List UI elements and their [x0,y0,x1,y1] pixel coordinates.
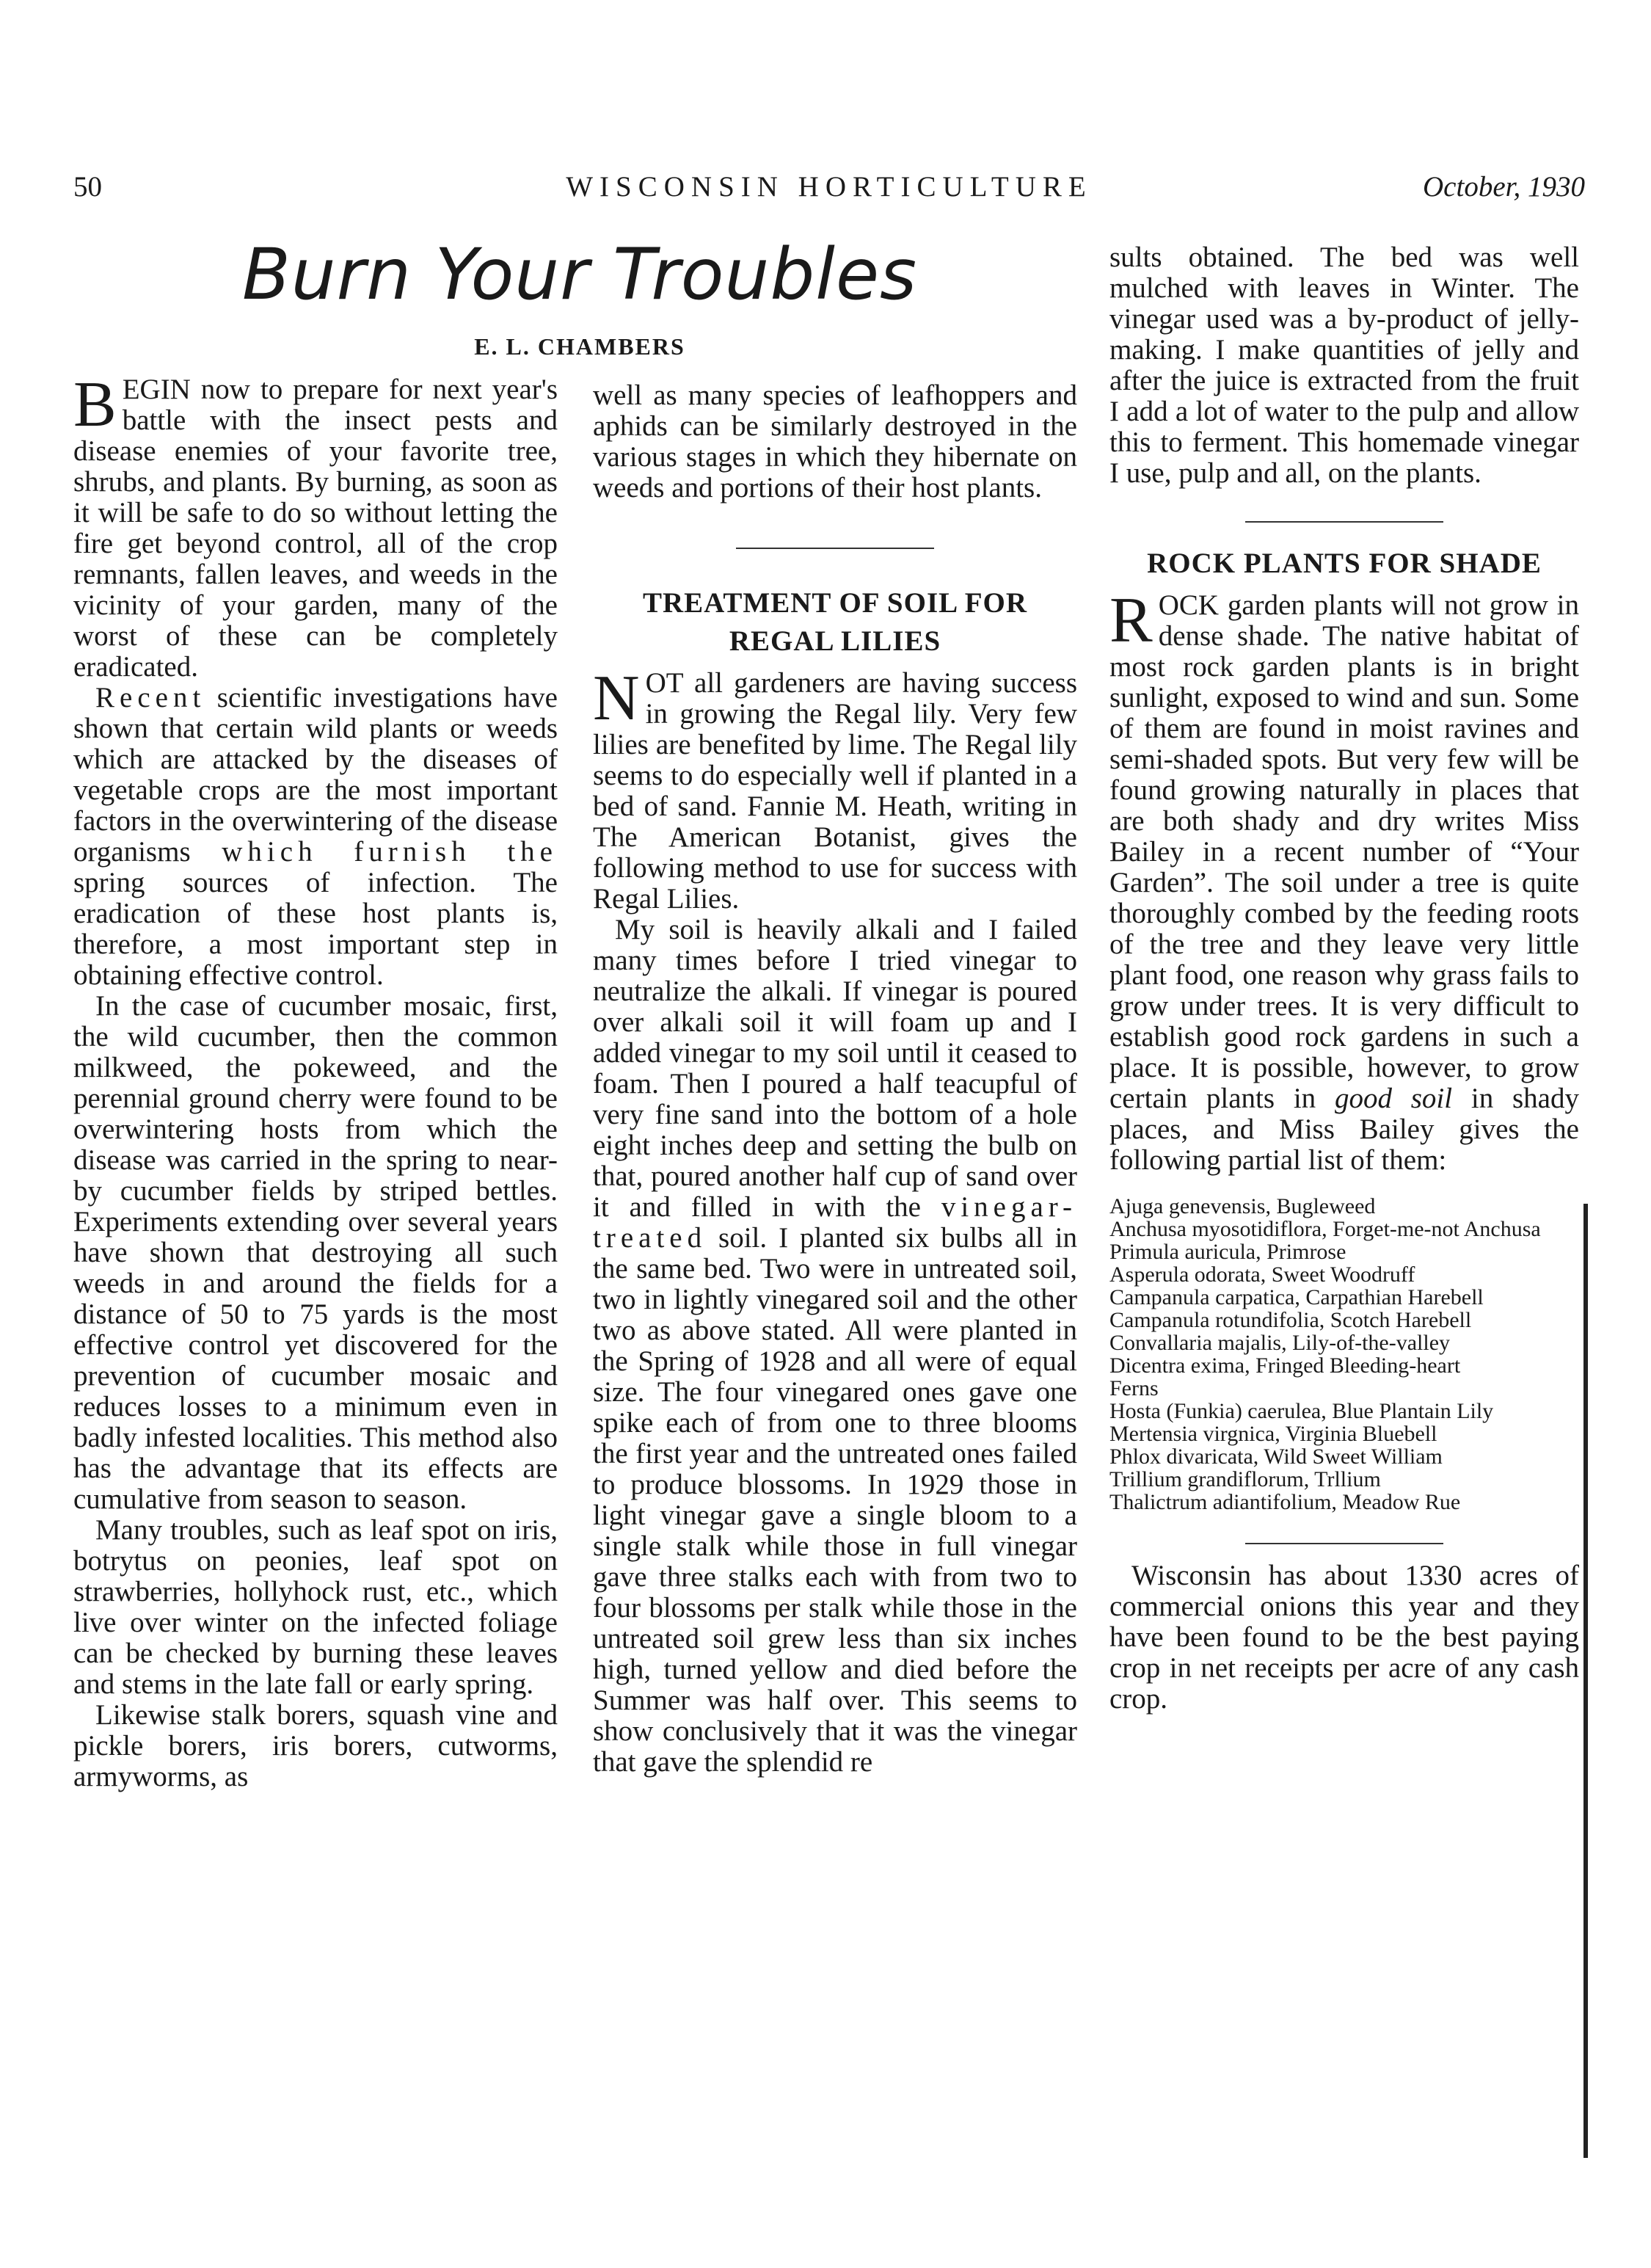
plant-list-item: Convallaria majalis, Lily-of-the-valley [1109,1331,1451,1355]
plant-list-item: Asperula odorata, Sweet Woodruff [1109,1262,1415,1287]
plant-list-item: Campanula carpatica, Carpathian Harebell [1109,1285,1484,1309]
plant-list-item: Anchusa myosotidiflora, Forget-me-not Anchusa [1109,1217,1541,1241]
article-paragraph-6: well as many species of leafhoppers and aphids can be similarly destroyed in the various stages in which they hibernate on weeds and portions of their host plants. [593,379,1077,504]
plant-list-item: Ferns [1109,1376,1159,1400]
rock-plants-heading: ROCK PLANTS FOR SHADE [1147,548,1542,579]
lilies-paragraph-1: NOT all gardeners are having success in growing the Regal lily. Very few lilies are benefited by lime. The Regal lily seems to do especially well if planted in a bed of sand. Fannie M. Heath, writing in The American Botanist, gives the following method to use for success with Regal Lilies. [593,663,1077,915]
article-paragraph-2: Recent scientific investigations have shown that certain wild plants or weeds which are attacked by the diseases of vegetable crops are the most important factors in the overwintering of the disease organisms which furnish the spring sources of infection. The eradication of these host plants is, therefore, a most important step in obtaining effective control. [73,682,558,991]
rock-plants-paragraph: ROCK garden plants will not grow in dense shade. The native habitat of most rock garden plants is in bright sunlight, exposed to wind and sun. Some of them are found in moist ravines and semi-shaded spots. But very few will be found growing naturally in places that are both shady and dry writes Miss Bailey in a recent number of “Your Garden”. The soil under a tree is quite thoroughly combed by the feeding roots of the tree and they leave very little plant food, one reason why grass fails to grow under trees. It is very difficult to establish good rock gardens in such a place. It is possible, however, to grow certain plants in good soil in shady places, and Miss Bailey gives the following partial list of them: [1109,585,1579,1176]
issue-date: October, 1930 [1423,171,1585,203]
plant-list-item: Primula auricula, Primrose [1109,1240,1346,1264]
article-paragraph-1: BEGIN now to prepare for next year's battle with the insect pests and disease enemies of your favorite tree, shrubs, and plants. By burning, as soon as it will be safe to do so without letting the fire get beyond control, all of the crop remnants, fallen leaves, and weeds in the vicinity of your garden, many of the worst of these can be completely eradicated. [73,369,558,683]
drop-cap-b: B [73,369,117,440]
drop-cap-r: R [1109,585,1153,656]
section-divider [1245,521,1443,523]
author-byline: E. L. CHAMBERS [474,333,685,360]
running-head [73,170,1585,214]
onions-note: Wisconsin has about 1330 acres of commercial onions this year and they have been found to be the best paying crop in net receipts per acre of any cash crop. [1109,1560,1579,1715]
plant-list-item: Phlox divaricata, Wild Sweet William [1109,1444,1443,1469]
drop-cap-n: N [593,663,640,734]
plant-list-item: Hosta (Funkia) caerulea, Blue Plantain Lily [1109,1399,1494,1423]
column-1 [73,369,558,1792]
plant-list-item: Trillium grandiflorum, Trllium [1109,1467,1381,1491]
lilies-paragraph-2: My soil is heavily alkali and I failed many times before I tried vinegar to neutralize the alkali. If vinegar is poured over alkali soil it will foam up and I added vinegar to my soil until it ceased to foam. Then I poured a half teacupful of very fine sand into the bottom of a hole eight inches deep and setting the bulb on that, poured another half cup of sand over it and filled in with the vinegar-treated soil. I planted six bulbs all in the same bed. Two were in untreated soil, two in lightly vinegared soil and the other two as above stated. All were planted in the Spring of 1928 and all were of equal size. The four vinegared ones gave one spike each of from one to three blooms the first year and the untreated ones failed to produce blossoms. In 1929 those in light vinegar gave a single bloom to a single stalk while those in full vinegar gave three stalks each with from two to four blossoms per stalk while those in the untreated soil grew less than six inches high, turned yellow and died before the Summer was half over. This seems to show conclusively that it was the vinegar that gave the splendid re [593,914,1077,1778]
plant-list-item: Campanula rotundifolia, Scotch Harebell [1109,1308,1472,1332]
article-paragraph-5: Likewise stalk borers, squash vine and pickle borers, iris borers, cutworms, armyworms, as [73,1699,558,1792]
lilies-heading: TREATMENT OF SOIL FOR REGAL LILIES [642,587,1028,657]
section-divider [1245,1543,1443,1544]
article-title: Burn Your Troubles [241,233,918,316]
page-number: 50 [73,171,102,203]
plant-list [1109,1195,1579,1513]
column-2 [593,380,1077,1778]
lilies-paragraph-2-continued: sults obtained. The bed was well mulched with leaves in Winter. The vinegar used was a by-product of jelly-making. I make quantities of jelly and after the juice is extracted from the fruit I add a lot of water to the pulp and allow this to ferment. This homemade vinegar I use, pulp and all, on the plants. [1109,241,1579,489]
section-divider [736,548,934,549]
article-paragraph-3: In the case of cucumber mosaic, first, the wild cucumber, then the common milkweed, the pokeweed, and the perennial ground cherry were found to be overwintering hosts from which the disease was carried in the spring to near-by cucumber fields by striped bettles. Experiments extending over several years have shown that destroying all such weeds in and around the fields for a distance of 50 to 75 yards is the most effective control yet discovered for the prevention of cucumber mosaic and reduces losses to a minimum even in badly infested localities. This method also has the advantage that its effects are cumulative from season to season. [73,990,558,1515]
plant-list-item: Thalictrum adiantifolium, Meadow Rue [1109,1490,1461,1514]
plant-list-item: Ajuga genevensis, Bugleweed [1109,1194,1376,1218]
plant-list-item: Dicentra exima, Fringed Bleeding-heart [1109,1353,1461,1378]
column-3 [1109,242,1579,1715]
publication-title: WISCONSIN HORTICULTURE [566,171,1093,203]
article-paragraph-4: Many troubles, such as leaf spot on iris, botrytus on peonies, leaf spot on strawberries, hollyhock rust, etc., which live over winter on the infected foliage can be checked by burning these leaves and stems in the late fall or early spring. [73,1514,558,1700]
plant-list-item: Mertensia virgnica, Virginia Bluebell [1109,1422,1437,1446]
page-edge-bar [1583,1204,1588,2158]
